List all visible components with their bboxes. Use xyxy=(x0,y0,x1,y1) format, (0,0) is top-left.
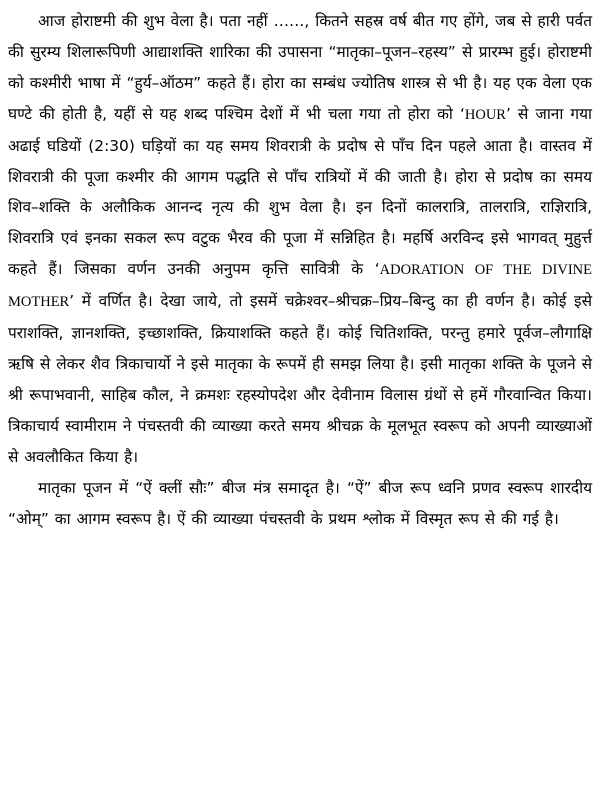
paragraph-text-part: ’ में वर्णित है। देखा जाये, तो इसमें चक्रेश्वर–श्रीचक्र–प्रिय–बिन्दु का ही वर्णन है। कोई इसे पराशक्ति, ज्ञानशक्ति, इच्छाशक्ति, क्रियाशक्ति कहते हैं। कोई चितिशक्ति, परन्तु हमारे पूर्वज–लौगाक्षि ऋषि से लेकर शैव त्रिकाचार्यो ने इसे मातृका के रूपमें ही समझ लिया है। इसी मातृका शक्ति के पूजने से श्री रूपाभवानी, साहिब कौल, ने क्रमशः रहस्योपदेश और देवीनाम विलास ग्रंथों से हमें गौरवान्वित किया। त्रिकाचार्य स्वामीराम ने पंचस्तवी की व्याख्या करते समय श्रीचक्र के मूलभूत स्वरूप को अपनी व्याख्याओं से अवलौकित किया है। xyxy=(8,292,592,466)
paragraph-text-part: मातृका पूजन में “ऐं क्लीं सौः” बीज मंत्र समादृत है। “ऐं” बीज रूप ध्वनि प्रणव स्वरूप शारदीय “ओम्” का आगम स्वरूप है। ऐं की व्याख्या पंचस्तवी के प्रथम श्लोक में विस्मृत रूप से की गई है। xyxy=(8,478,592,528)
english-title-adoration: ADORATION OF THE DIVINE MOTHER xyxy=(8,262,592,311)
paragraph-text-part: आज होराष्टमी की शुभ वेला है। पता नहीं ……, कितने सहस्र वर्ष बीत गए होंगे, जब से हारी पर्वत की सुरम्य शिलारूपिणी आद्याशक्ति शारिका की उपासना “मातृका–पूजन–रहस्य” से प्रारम्भ हुई। होराष्टमी को कश्मीरी भाषा में “हुर्य–ऑठम” कहते हैं। होरा का सम्बंध ज्योतिष शास्त्र से भी है। यह एक वेला एक घण्टे की होती है, यहीं से यह शब्द पश्चिम देशों में भी चला गया तो होरा को ‘ xyxy=(8,12,592,123)
paragraph-text-part: ’ से जाना गया अढाई घडियों (2:30) घड़ियों का यह समय शिवरात्री के प्रदोष से पाँच दिन पहले आता है। वास्तव में शिवरात्री की पूजा कश्मीर की आगम पद्धति से पाँच रात्रियों में की जाती है। होरा से प्रदोष का समय शिव–शक्ति के अलौकिक आनन्द नृत्य की शुभ वेला है। इन दिनों कालरात्रि, तालरात्रि, राज्ञिरात्रि, शिवरात्रि एवं इनका सकल रूप वटुक भैरव की पूजा में सन्निहित है। महर्षि अरविन्द इसे भागवत् मुहुर्त्त कहते हैं। जिसका वर्णन उनकी अनुपम कृत्ति सावित्री के ‘ xyxy=(8,104,592,279)
paragraph-matrika-pujan xyxy=(8,473,592,535)
english-word-hour: HOUR xyxy=(464,106,506,123)
paragraph-horashtami xyxy=(8,6,592,473)
